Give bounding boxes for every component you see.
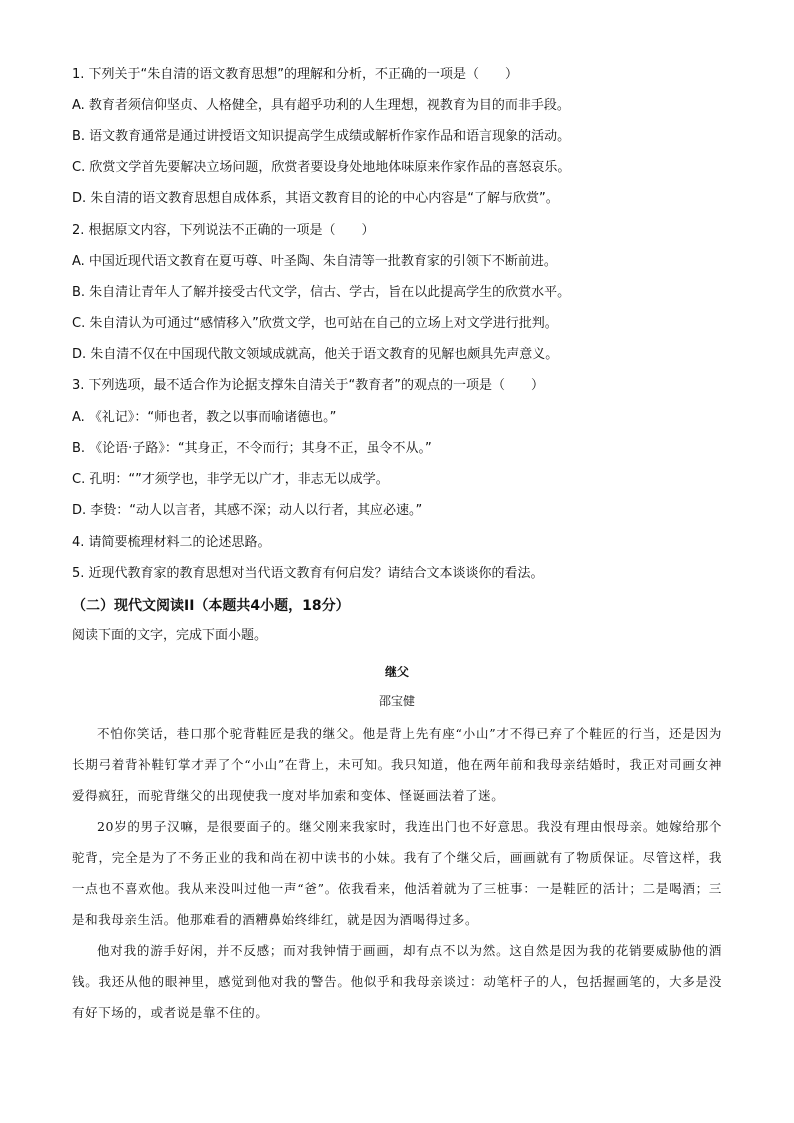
question-3-stem: 3. 下列选项，最不适合作为论据支撑朱自清关于“教育者”的观点的一项是（ ） bbox=[72, 378, 545, 393]
question-2-option-c: C. 朱自清认为可通过“感情移入”欣赏文学，也可站在自己的立场上对文学进行批判。 bbox=[72, 316, 558, 331]
question-1-option-d: D. 朱自清的语文教育思想自成体系，其语文教育目的论的中心内容是“了解与欣赏”。 bbox=[72, 191, 559, 206]
question-2-stem: 2. 根据原文内容，下列说法不正确的一项是（ ） bbox=[72, 223, 375, 238]
question-3-option-a: A. 《礼记》：“师也者，教之以事而喻诸德也。” bbox=[72, 410, 337, 425]
question-3-option-c: C. 孔明：“”才须学也，非学无以广才，非志无以成学。 bbox=[72, 472, 389, 487]
question-5: 5. 近现代教育家的教育思想对当代语文教育有何启发？请结合文本谈谈你的看法。 bbox=[72, 566, 544, 581]
question-1-option-c: C. 欣赏文学首先要解决立场问题，欣赏者要设身处地地体味原来作家作品的喜怒哀乐。 bbox=[72, 160, 571, 175]
story-title: 继父 bbox=[384, 665, 409, 679]
question-2-option-a: A. 中国近现代语文教育在夏丏尊、叶圣陶、朱自清等一批教育家的引领下不断前进。 bbox=[72, 254, 557, 269]
section-heading: （二）现代文阅读II（本题共4小题，18分） bbox=[72, 598, 350, 614]
story-paragraph-3: 他对我的游手好闲，并不反感；而对我钟情于画画，却有点不以为然。这自然是因为我的花销要威胁他的酒钱。我还从他的眼神里，感觉到他对我的警告。他似乎和我母亲谈过：动笔杆子的人，包括握画笔的，大多是没有好下场的，或者说是靠不住的。 bbox=[72, 943, 722, 1020]
section-instruction: 阅读下面的文字，完成下面小题。 bbox=[72, 628, 268, 643]
question-1-stem: 1. 下列关于“朱自清的语文教育思想”的理解和分析，不正确的一项是（ ） bbox=[72, 67, 519, 82]
story-paragraph-2: 20岁的男子汉嘛，是很要面子的。继父刚来我家时，我连出门也不好意思。我没有理由恨母亲。她嫁给那个驼背，完全是为了不务正业的我和尚在初中读书的小妹。我有了个继父后，画画就有了物质保证。尽管这样，我一点也不喜欢他。我从来没叫过他一声“爸”。依我看来，他活着就为了三桩事：一是鞋匠的活计；二是喝酒；三是和我母亲生活。他那难看的酒糟鼻始终绯红，就是因为酒喝得过多。 bbox=[72, 819, 722, 927]
question-3-option-b: B. 《论语·子路》：“其身正，不令而行；其身不正，虽令不从。” bbox=[72, 441, 432, 456]
question-1-option-b: B. 语文教育通常是通过讲授语文知识提高学生成绩或解析作家作品和语言现象的活动。 bbox=[72, 129, 571, 144]
story-author: 邵宝健 bbox=[378, 694, 415, 708]
story-paragraph-1: 不怕你笑话，巷口那个驼背鞋匠是我的继父。他是背上先有座“小山”才不得已弃了个鞋匠的行当，还是因为长期弓着背补鞋钉掌才弄了个“小山”在背上，未可知。我只知道，他在两年前和我母亲结婚时，我正对司画女神爱得疯狂，而驼背继父的出现使我一度对毕加索和变体、怪诞画法着了迷。 bbox=[72, 726, 722, 803]
question-2-option-b: B. 朱自清让青年人了解并接受古代文学，信古、学古，旨在以此提高学生的欣赏水平。 bbox=[72, 285, 571, 300]
question-1-option-a: A. 教育者须信仰坚贞、人格健全，具有超乎功利的人生理想，视教育为目的而非手段。 bbox=[72, 98, 570, 113]
question-4: 4. 请简要梳理材料二的论述思路。 bbox=[72, 535, 271, 550]
question-3-option-d: D. 李贽：“动人以言者，其感不深；动人以行者，其应必速。” bbox=[72, 503, 423, 518]
question-2-option-d: D. 朱自清不仅在中国现代散文领域成就高，他关于语文教育的见解也颇具先声意义。 bbox=[72, 347, 559, 362]
